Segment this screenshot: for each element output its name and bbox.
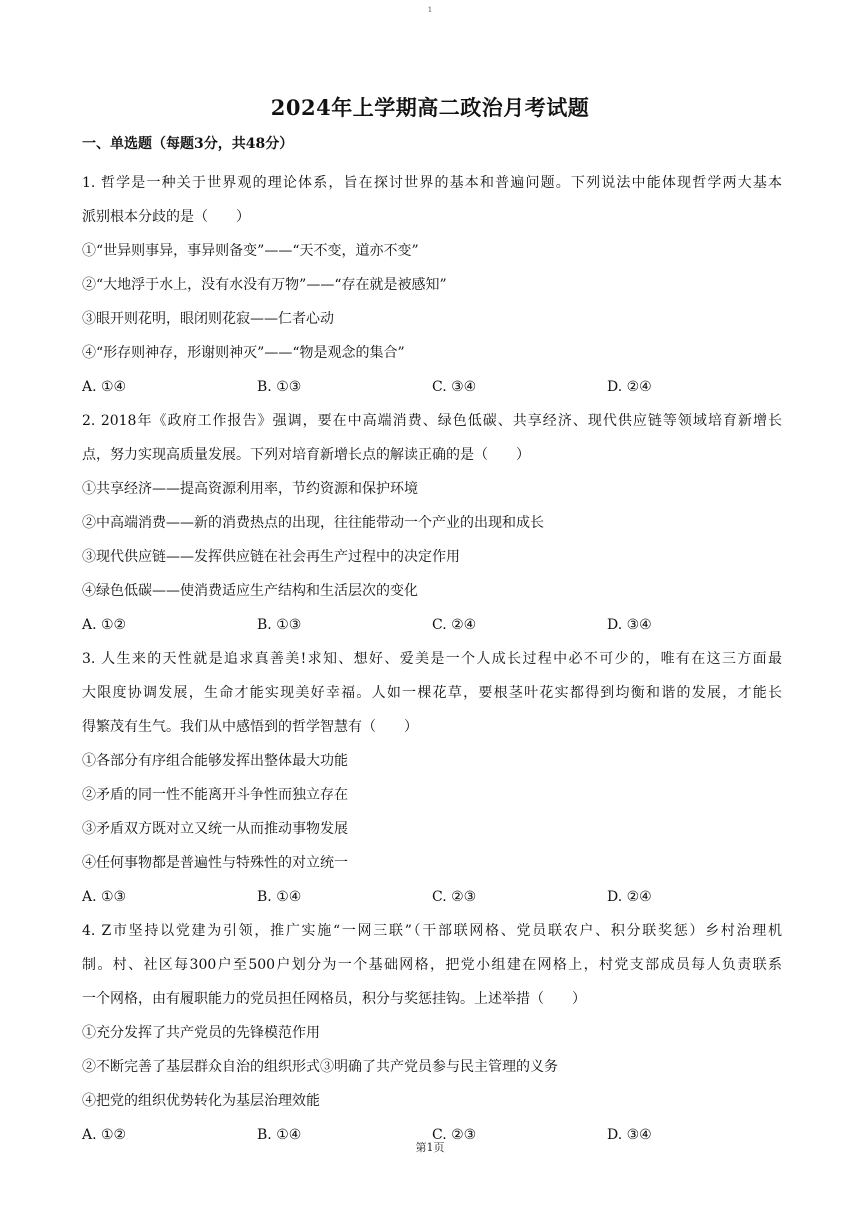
- choice-row: [82, 608, 782, 642]
- choice-row: [82, 880, 782, 914]
- choice-d[interactable]: D. ③④: [607, 617, 652, 633]
- question-stem-line: 制。村、社区每300户至500户划分为一个基础网格，把党小组建在网格上，村党支部成员每人负责联系: [82, 957, 782, 973]
- question-2: [82, 404, 782, 642]
- statement: ②中高端消费——新的消费热点的出现，往往能带动一个产业的出现和成长: [82, 515, 544, 531]
- choice-c[interactable]: C. ②③: [432, 889, 477, 905]
- question-stem-line: 3. 人生来的天性就是追求真善美!求知、想好、爱美是一个人成长过程中必不可少的，唯有在这三方面最: [82, 651, 782, 667]
- question-stem-line: 得繁茂有生气。我们从中感悟到的哲学智慧有（ ）: [82, 719, 418, 735]
- question-stem-line: 一个网格，由有履职能力的党员担任网格员，积分与奖惩挂钩。上述举措（ ）: [82, 991, 586, 1007]
- question-3: [82, 642, 782, 914]
- statement: ③眼开则花明，眼闭则花寂——仁者心动: [82, 311, 334, 327]
- choice-b[interactable]: B. ①③: [257, 617, 302, 633]
- section-heading: 一、单选题（每题3分，共48分）: [82, 136, 294, 152]
- choice-b[interactable]: B. ①④: [257, 889, 302, 905]
- statement: ④绿色低碳——使消费适应生产结构和生活层次的变化: [82, 583, 418, 599]
- question-stem-line: 大限度协调发展，生命才能实现美好幸福。人如一棵花草，要根茎叶花实都得到均衡和谐的发展，才能长: [82, 685, 782, 701]
- statement: ②“大地浮于水上，没有水没有万物”——“存在就是被感知”: [82, 277, 447, 293]
- statement: ②矛盾的同一性不能离开斗争性而独立存在: [82, 787, 348, 803]
- question-stem-line: 4. Z市坚持以党建为引领，推广实施“一网三联”（干部联网格、党员联农户、积分联奖惩）乡村治理机: [82, 923, 782, 939]
- statement: ①各部分有序组合能够发挥出整体最大功能: [82, 753, 348, 769]
- statement: ①共享经济——提高资源利用率，节约资源和保护环境: [82, 481, 418, 497]
- question-stem-line: 派别根本分歧的是（ ）: [82, 209, 250, 225]
- page-title: 2024年上学期高二政治月考试题: [270, 95, 590, 120]
- question-1: [82, 166, 782, 404]
- choice-b[interactable]: B. ①④: [257, 1127, 302, 1143]
- statement: ③现代供应链——发挥供应链在社会再生产过程中的决定作用: [82, 549, 460, 565]
- choice-c[interactable]: C. ③④: [432, 379, 477, 395]
- statement: ②不断完善了基层群众自治的组织形式③明确了共产党员参与民主管理的义务: [82, 1059, 558, 1075]
- choice-c[interactable]: C. ②③: [432, 1127, 477, 1143]
- page-top-mark: 1: [427, 6, 433, 14]
- exam-content: [82, 134, 782, 1152]
- statement: ④把党的组织优势转化为基层治理效能: [82, 1093, 320, 1109]
- choice-a[interactable]: A. ①②: [82, 617, 127, 633]
- choice-c[interactable]: C. ②④: [432, 617, 477, 633]
- choice-d[interactable]: D. ②④: [607, 379, 652, 395]
- question-stem-line: 1. 哲学是一种关于世界观的理论体系，旨在探讨世界的基本和普遍问题。下列说法中能体现哲学两大基本: [82, 175, 782, 191]
- choice-a[interactable]: A. ①②: [82, 1127, 127, 1143]
- choice-d[interactable]: D. ③④: [607, 1127, 652, 1143]
- choice-row: [82, 370, 782, 404]
- statement: ①充分发挥了共产党员的先锋模范作用: [82, 1025, 320, 1041]
- choice-b[interactable]: B. ①③: [257, 379, 302, 395]
- choice-a[interactable]: A. ①③: [82, 889, 127, 905]
- question-stem-line: 2. 2018年《政府工作报告》强调，要在中高端消费、绿色低碳、共享经济、现代供应链等领域培育新增长: [82, 413, 782, 429]
- statement: ④“形存则神存，形谢则神灭”——“物是观念的集合”: [82, 345, 405, 361]
- choice-d[interactable]: D. ②④: [607, 889, 652, 905]
- question-4: [82, 914, 782, 1152]
- statement: ④任何事物都是普遍性与特殊性的对立统一: [82, 855, 348, 871]
- choice-a[interactable]: A. ①④: [82, 379, 127, 395]
- statement: ①“世异则事异，事异则备变”——“天不变，道亦不变”: [82, 243, 419, 259]
- question-stem-line: 点，努力实现高质量发展。下列对培育新增长点的解读正确的是（ ）: [82, 447, 530, 463]
- statement: ③矛盾双方既对立又统一从而推动事物发展: [82, 821, 348, 837]
- page-number: 第1页: [415, 1141, 445, 1154]
